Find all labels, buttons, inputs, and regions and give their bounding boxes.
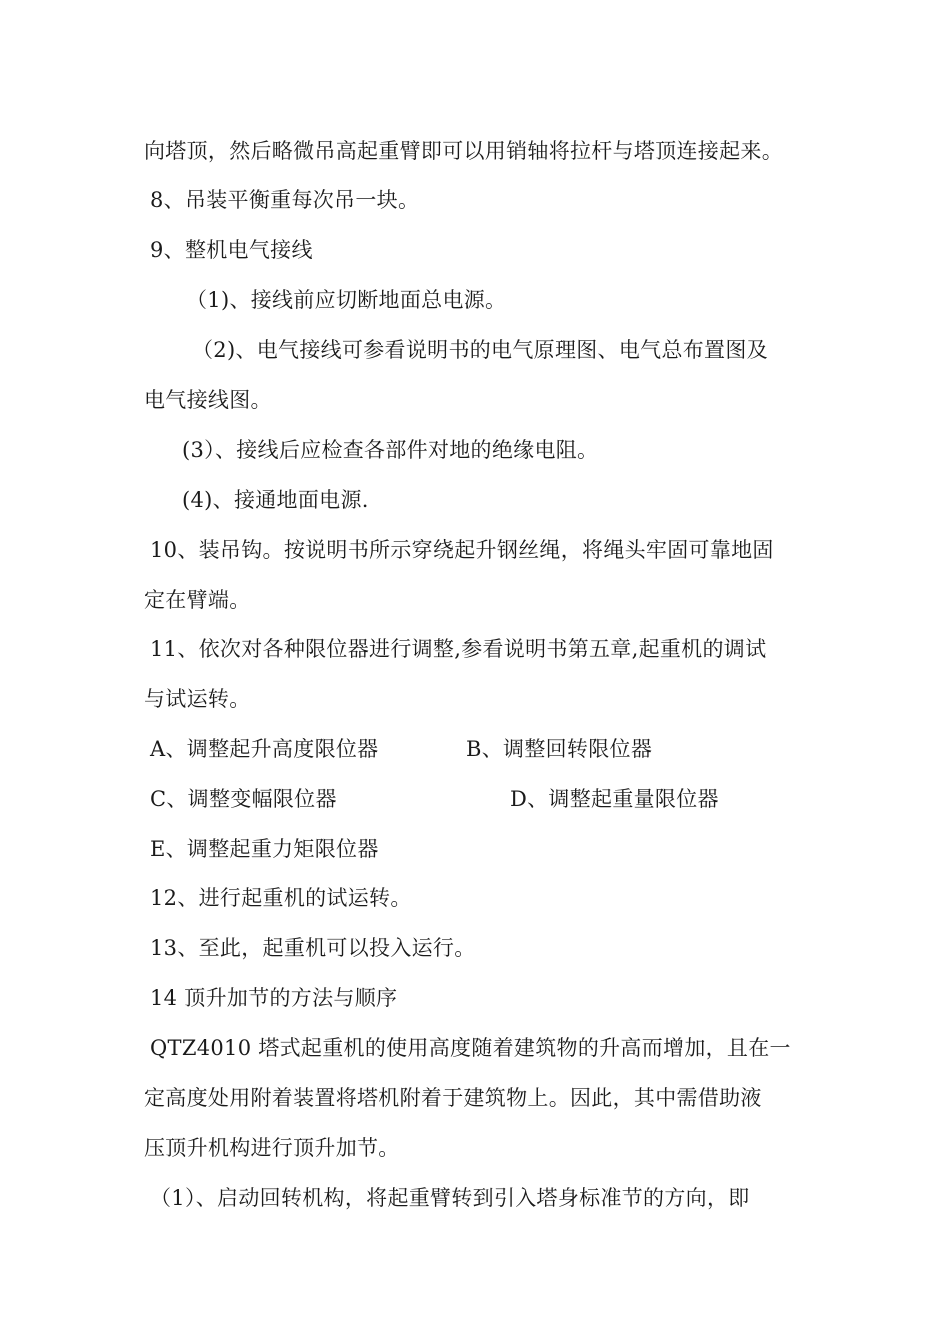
text-line: （1）、启动回转机构，将起重臂转到引入塔身标准节的方向，即 — [150, 1186, 750, 1210]
text-line: 8、吊装平衡重每次吊一块。 — [150, 188, 420, 212]
text-line: 10、装吊钩。按说明书所示穿绕起升钢丝绳，将绳头牢固可靠地固 — [150, 538, 774, 562]
text-line: 定高度处用附着装置将塔机附着于建筑物上。因此，其中需借助液 — [144, 1086, 762, 1110]
text-line: QTZ4010 塔式起重机的使用高度随着建筑物的升高而增加，且在一 — [150, 1036, 791, 1060]
text-line: （2)、电气接线可参看说明书的电气原理图、电气总布置图及 — [192, 338, 768, 362]
text-line: 12、进行起重机的试运转。 — [150, 886, 412, 910]
text-line: 9、整机电气接线 — [150, 238, 313, 262]
text-line: 与试运转。 — [144, 687, 251, 711]
text-line: 14 顶升加节的方法与顺序 — [150, 986, 398, 1010]
text-line: 定在臂端。 — [144, 588, 251, 612]
text-line: (4)、接通地面电源. — [182, 488, 369, 512]
text-line: 13、至此，起重机可以投入运行。 — [150, 936, 476, 960]
text-line: D、调整起重量限位器 — [510, 787, 719, 811]
text-line: (3）、接线后应检查各部件对地的绝缘电阻。 — [182, 438, 599, 462]
text-line: B、调整回转限位器 — [466, 737, 653, 761]
text-line: 电气接线图。 — [144, 388, 272, 412]
text-line: （1)、接线前应切断地面总电源。 — [186, 288, 507, 312]
text-line: 11、依次对各种限位器进行调整,参看说明书第五章,起重机的调试 — [150, 637, 767, 661]
text-line: C、调整变幅限位器 — [150, 787, 337, 811]
text-line: 向塔顶，然后略微吊高起重臂即可以用销轴将拉杆与塔顶连接起来。 — [144, 139, 783, 163]
text-line: E、调整起重力矩限位器 — [150, 837, 379, 861]
text-line: A、调整起升高度限位器 — [150, 737, 379, 761]
text-line: 压顶升机构进行顶升加节。 — [144, 1136, 400, 1160]
